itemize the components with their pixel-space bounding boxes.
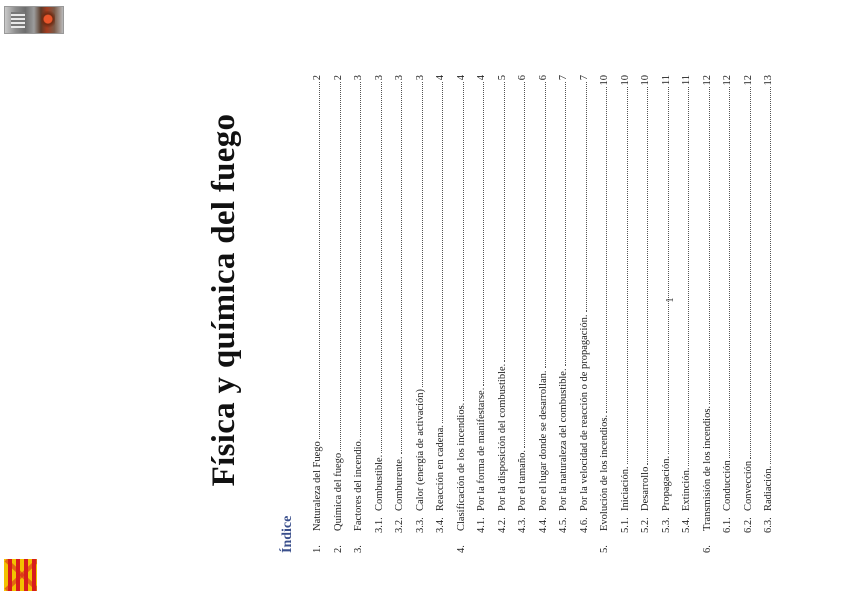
toc-entry[interactable] (636, 75, 657, 553)
toc-entry-page: 2 (332, 75, 344, 81)
toc-entry-title: Comburente. (394, 456, 405, 511)
toc-entry-number: 3. (353, 545, 364, 553)
toc-entry[interactable] (493, 75, 514, 553)
toc-entry-page: 11 (681, 75, 692, 86)
toc-entry[interactable] (554, 75, 575, 553)
toc-entry-title: Propagación. (660, 455, 672, 511)
toc-entry-title: Por la naturaleza del combustible. (558, 368, 569, 511)
toc-entry-title: Clasificación de los incendios. (455, 402, 467, 531)
document-page (134, 15, 774, 585)
toc-leader-dots (442, 82, 443, 423)
toc-leader-dots (360, 82, 361, 436)
toc-entry-number: 3.2. (394, 517, 405, 533)
toc-entry-number: 4.1. (476, 517, 487, 533)
toc-leader-dots (340, 82, 341, 451)
toc-entry-number: 5.3. (660, 517, 672, 533)
toc-entry-number: 5.1. (619, 517, 631, 533)
toc-leader-dots (647, 88, 648, 465)
toc-entry-title: Por la forma de manifestarse. (476, 387, 487, 511)
toc-entry[interactable] (308, 75, 329, 553)
toc-entry-number: 1. (312, 545, 323, 553)
toc-entry[interactable] (534, 75, 555, 553)
toc-entry-page: 3 (414, 75, 426, 81)
toc-entry-page: 4 (455, 75, 467, 81)
toc-leader-dots (422, 82, 423, 387)
toc-entry-page: 7 (558, 75, 569, 81)
toc-entry-title: Por el lugar donde se desarrollan. (537, 370, 549, 511)
toc-leader-dots (586, 82, 587, 312)
toc-entry[interactable] (575, 75, 596, 553)
toc-entry-title: Evolución de los incendios. (599, 414, 610, 531)
toc-entry-number: 5. (599, 545, 610, 553)
toc-entry-number: 4.3. (517, 517, 528, 533)
toc-leader-dots (401, 82, 402, 454)
toc-entry-number: 3.1. (373, 517, 385, 533)
toc-entry-page: 12 (742, 75, 754, 86)
toc-leader-dots (606, 88, 607, 413)
toc-entry-number: 4. (455, 545, 467, 553)
toc-leader-dots (709, 88, 710, 404)
toc-entry-number: 5.2. (640, 517, 651, 533)
toc-leader-dots (545, 82, 546, 368)
toc-leader-dots (729, 88, 730, 459)
toc-entry-page: 10 (619, 75, 631, 86)
toc-entry[interactable] (616, 75, 637, 553)
toc-entry-page: 6 (517, 75, 528, 81)
toc-entry[interactable] (349, 75, 370, 553)
toc-entry-title: Factores del incendio. (353, 438, 364, 531)
toc-entry-page: 11 (660, 75, 672, 86)
toc-entry-number: 6.1. (722, 517, 733, 533)
toc-entry-title: Calor (energía de activación) (414, 389, 426, 511)
toc-entry-title: Desarrollo (640, 466, 651, 511)
toc-entry-number: 4.2. (496, 517, 508, 533)
toc-entry[interactable] (759, 75, 780, 553)
toc-leader-dots (770, 88, 771, 464)
toc-entry-title: Radiación. (763, 465, 774, 511)
toc-entry-page: 4 (435, 75, 446, 81)
toc-entry-number: 2. (332, 545, 344, 553)
toc-entry-title: Por la velocidad de reacción o de propagación. (578, 314, 590, 511)
toc-entry[interactable] (411, 75, 432, 553)
toc-entry[interactable] (329, 75, 350, 553)
flag-logo (4, 559, 37, 591)
toc-entry-number: 6.3. (763, 517, 774, 533)
toc-leader-dots (750, 88, 751, 459)
toc-leader-dots (627, 88, 628, 465)
toc-entry-number: 5.4. (681, 517, 692, 533)
toc-entry-page: 10 (599, 75, 610, 86)
toc-entry-number: 4.6. (578, 517, 590, 533)
toc-entry-page: 12 (701, 75, 713, 86)
toc-entry[interactable] (452, 75, 473, 553)
toc-entry-title: Iniciación. (619, 466, 631, 511)
toc-leader-dots (483, 82, 484, 385)
toc-leader-dots (463, 82, 464, 400)
toc-entry-number: 6.2. (742, 517, 754, 533)
toc-entry-page: 3 (394, 75, 405, 81)
toc-entry[interactable] (739, 75, 760, 553)
toc-leader-dots (688, 87, 689, 465)
toc-entry-number: 3.3. (414, 517, 426, 533)
toc-leader-dots (319, 82, 320, 439)
toc-entry-title: Conducción (722, 460, 733, 511)
toc-entry[interactable] (472, 75, 493, 553)
header-photo (4, 6, 64, 34)
toc-leader-dots (524, 82, 525, 448)
table-of-contents (308, 75, 780, 553)
toc-entry-page: 3 (353, 75, 364, 81)
toc-entry-page: 2 (312, 75, 323, 81)
toc-leader-dots (504, 82, 505, 361)
toc-entry-number: 6. (701, 545, 713, 553)
toc-entry-title: Extinción. (681, 467, 692, 511)
toc-entry-title: Química del fuego (332, 452, 344, 531)
toc-entry[interactable] (431, 75, 452, 553)
toc-entry[interactable] (718, 75, 739, 553)
toc-leader-dots (565, 82, 566, 366)
toc-entry[interactable] (390, 75, 411, 553)
toc-entry-title: Combustible. (373, 454, 385, 511)
toc-entry-title: Convección (742, 460, 754, 511)
toc-entry-page: 12 (722, 75, 733, 86)
toc-entry[interactable] (513, 75, 534, 553)
document-title: Física y química del fuego (206, 113, 242, 487)
toc-entry[interactable] (698, 75, 719, 553)
toc-entry-number: 4.5. (558, 517, 569, 533)
toc-entry-number: 4.4. (537, 517, 549, 533)
toc-entry-title: Naturaleza del Fuego (312, 441, 323, 531)
toc-entry-title: Transmisión de los incendios. (701, 405, 713, 531)
toc-entry-page: 4 (476, 75, 487, 81)
index-heading: Índice (280, 515, 295, 553)
toc-entry-number: 3.4. (435, 517, 446, 533)
toc-entry-title: Por la disposición del combustible. (496, 363, 508, 511)
toc-entry-page: 10 (640, 75, 651, 86)
toc-entry-page: 7 (578, 75, 590, 81)
toc-entry-page: 6 (537, 75, 549, 81)
toc-entry-title: Reacción en cadena. (435, 425, 446, 511)
toc-entry[interactable] (677, 75, 698, 553)
toc-entry-page: 5 (496, 75, 508, 81)
toc-entry[interactable] (370, 75, 391, 553)
toc-leader-dots (381, 82, 382, 452)
toc-entry-page: 3 (373, 75, 385, 81)
toc-entry-title: Por el tamaño. (517, 450, 528, 511)
page-number: 1 (665, 297, 676, 303)
toc-entry[interactable] (595, 75, 616, 553)
toc-entry-page: 13 (763, 75, 774, 86)
